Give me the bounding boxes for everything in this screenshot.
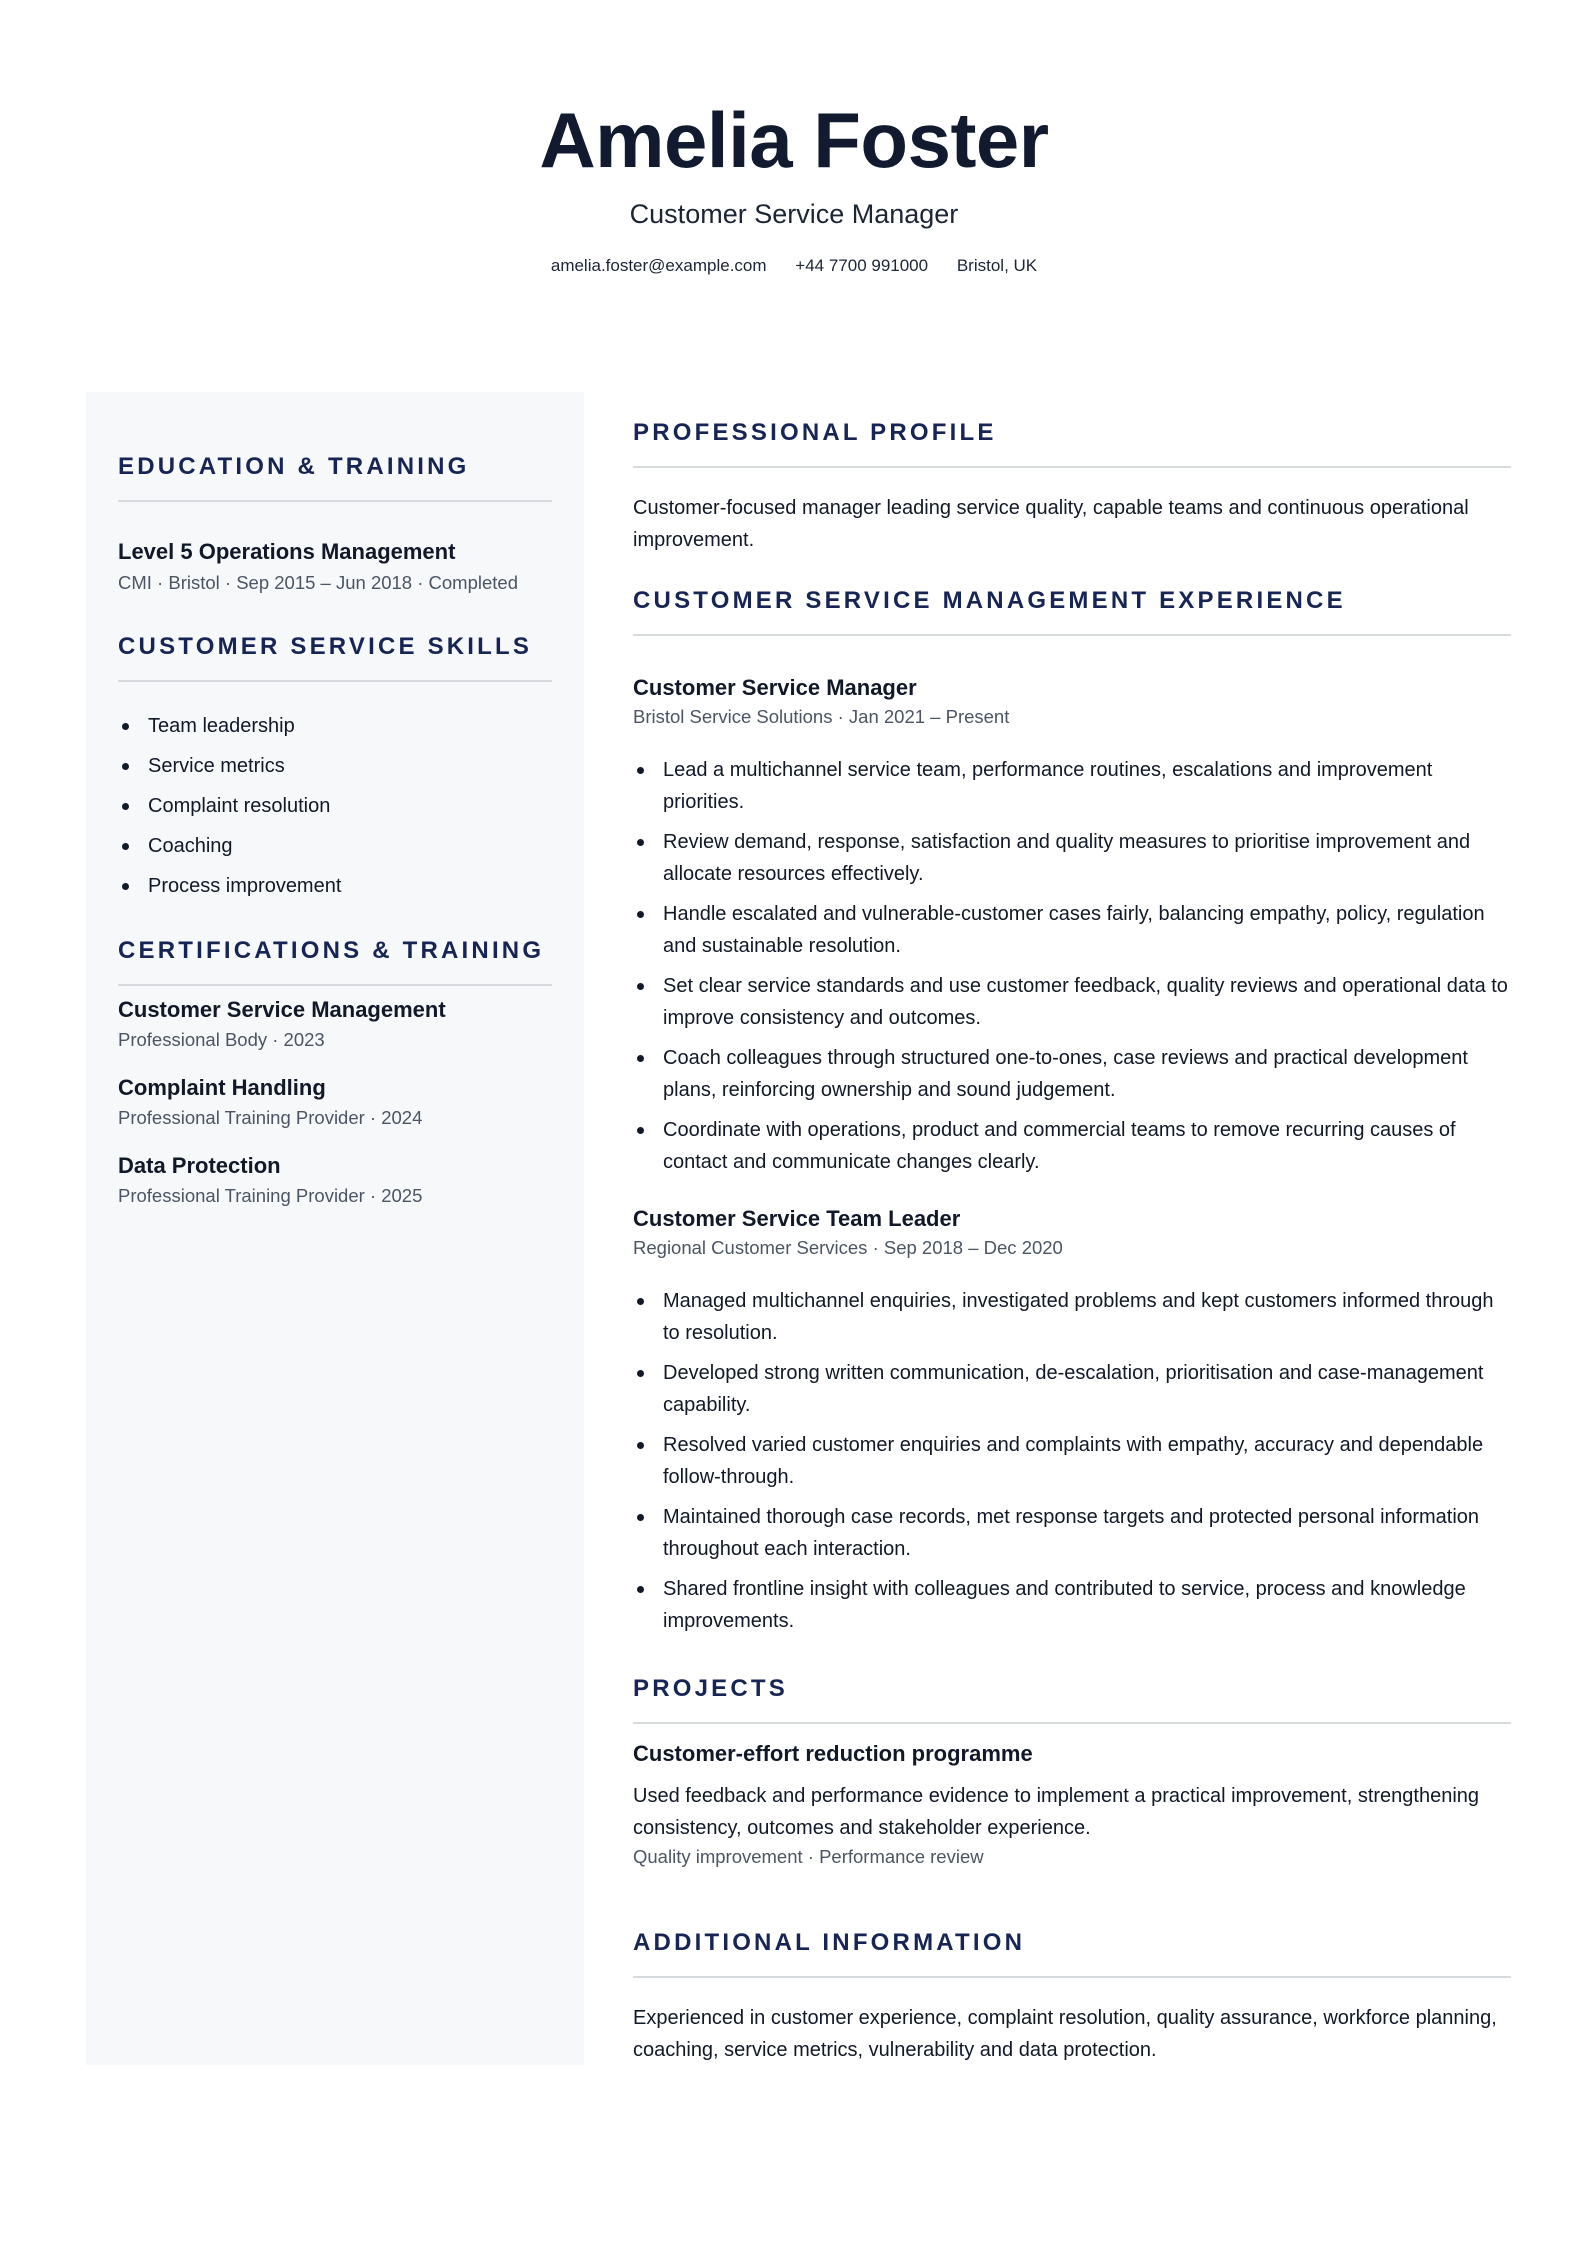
education-section xyxy=(118,452,552,502)
job-meta: Regional Customer Services · Sep 2018 – Dec 2020 xyxy=(633,1237,1063,1258)
candidate-name: Amelia Foster xyxy=(539,96,1049,184)
section-divider xyxy=(118,500,552,502)
profile-section xyxy=(633,418,1511,468)
experience-heading: CUSTOMER SERVICE MANAGEMENT EXPERIENCE xyxy=(633,587,1346,614)
certification-meta: Professional Training Provider · 2024 xyxy=(118,1107,423,1128)
education-title: Level 5 Operations Management xyxy=(118,539,456,564)
list-item: Coaching xyxy=(118,830,552,862)
certifications-heading: CERTIFICATIONS & TRAINING xyxy=(118,937,545,964)
certification-entry xyxy=(118,996,552,1053)
list-item: Handle escalated and vulnerable-customer cases fairly, balancing empathy, policy, regulation and sustainable resolution. xyxy=(633,898,1511,962)
education-entry xyxy=(118,538,552,596)
list-item: Coordinate with operations, product and commercial teams to remove recurring causes of contact and communicate changes clearly. xyxy=(633,1114,1511,1178)
section-divider xyxy=(633,1722,1511,1724)
job-meta: Bristol Service Solutions · Jan 2021 – Present xyxy=(633,706,1010,727)
project-description: Used feedback and performance evidence to implement a practical improvement, strengthening consistency, outcomes and stakeholder experience. xyxy=(633,1785,1480,1839)
job-entry xyxy=(633,674,1511,730)
additional-heading: ADDITIONAL INFORMATION xyxy=(633,1929,1026,1956)
skills-section xyxy=(118,632,552,682)
projects-section xyxy=(633,1674,1511,1724)
job-bullets xyxy=(633,754,1511,1178)
list-item: Set clear service standards and use customer feedback, quality reviews and operational data to improve consistency and outcomes. xyxy=(633,970,1511,1034)
sidebar xyxy=(86,392,584,2065)
list-item: Maintained thorough case records, met response targets and protected personal information throughout each interaction. xyxy=(633,1501,1511,1565)
section-divider xyxy=(118,984,552,986)
experience-section xyxy=(633,586,1511,636)
section-divider xyxy=(633,1976,1511,1978)
skills-heading: CUSTOMER SERVICE SKILLS xyxy=(118,633,533,660)
job-bullets-wrapper xyxy=(633,1285,1511,1645)
contact-phone: +44 7700 991000 xyxy=(795,256,929,275)
section-divider xyxy=(118,680,552,682)
job-bullets-wrapper xyxy=(633,754,1511,1186)
section-divider xyxy=(633,466,1511,468)
section-divider xyxy=(633,634,1511,636)
additional-section xyxy=(633,1928,1511,1978)
project-entry xyxy=(633,1740,1511,1870)
list-item: Managed multichannel enquiries, investigated problems and kept customers informed through to resolution. xyxy=(633,1285,1511,1349)
education-meta: CMI · Bristol · Sep 2015 – Jun 2018 · Completed xyxy=(118,572,518,593)
list-item: Service metrics xyxy=(118,750,552,782)
profile-text: Customer-focused manager leading service quality, capable teams and continuous operational improvement. xyxy=(633,497,1469,551)
project-title: Customer-effort reduction programme xyxy=(633,1741,1033,1766)
list-item: Developed strong written communication, de-escalation, prioritisation and case-management capability. xyxy=(633,1357,1511,1421)
resume-header xyxy=(0,92,1588,277)
list-item: Shared frontline insight with colleagues and contributed to service, process and knowledge improvements. xyxy=(633,1573,1511,1637)
profile-heading: PROFESSIONAL PROFILE xyxy=(633,419,997,446)
certification-meta: Professional Body · 2023 xyxy=(118,1029,325,1050)
certification-entry xyxy=(118,1152,552,1209)
job-title: Customer Service Team Leader xyxy=(633,1206,961,1231)
list-item: Coach colleagues through structured one-to-ones, case reviews and practical development plans, reinforcing ownership and sound judgement. xyxy=(633,1042,1511,1106)
list-item: Review demand, response, satisfaction and quality measures to prioritise improvement and allocate resources effectively. xyxy=(633,826,1511,890)
contact-location: Bristol, UK xyxy=(956,256,1038,275)
job-bullets xyxy=(633,1285,1511,1637)
skills-list-wrapper xyxy=(118,710,552,910)
job-entry xyxy=(633,1205,1511,1261)
certification-title: Data Protection xyxy=(118,1153,281,1178)
projects-heading: PROJECTS xyxy=(633,1675,788,1702)
list-item: Lead a multichannel service team, performance routines, escalations and improvement priorities. xyxy=(633,754,1511,818)
list-item: Process improvement xyxy=(118,870,552,902)
certification-meta: Professional Training Provider · 2025 xyxy=(118,1185,423,1206)
skills-list xyxy=(118,710,552,902)
certification-entry xyxy=(118,1074,552,1131)
contact-line xyxy=(0,255,1588,277)
list-item: Team leadership xyxy=(118,710,552,742)
certifications-section xyxy=(118,936,552,986)
project-tags: Quality improvement · Performance review xyxy=(633,1846,984,1867)
list-item: Resolved varied customer enquiries and complaints with empathy, accuracy and dependable follow-through. xyxy=(633,1429,1511,1493)
job-title: Customer Service Manager xyxy=(633,675,917,700)
certification-title: Complaint Handling xyxy=(118,1075,326,1100)
additional-text: Experienced in customer experience, complaint resolution, quality assurance, workforce planning, coaching, service metrics, vulnerability and data protection. xyxy=(633,2007,1497,2061)
education-heading: EDUCATION & TRAINING xyxy=(118,453,470,480)
candidate-title: Customer Service Manager xyxy=(629,199,959,229)
list-item: Complaint resolution xyxy=(118,790,552,822)
contact-email: amelia.foster@example.com xyxy=(550,256,767,275)
certification-title: Customer Service Management xyxy=(118,997,446,1022)
